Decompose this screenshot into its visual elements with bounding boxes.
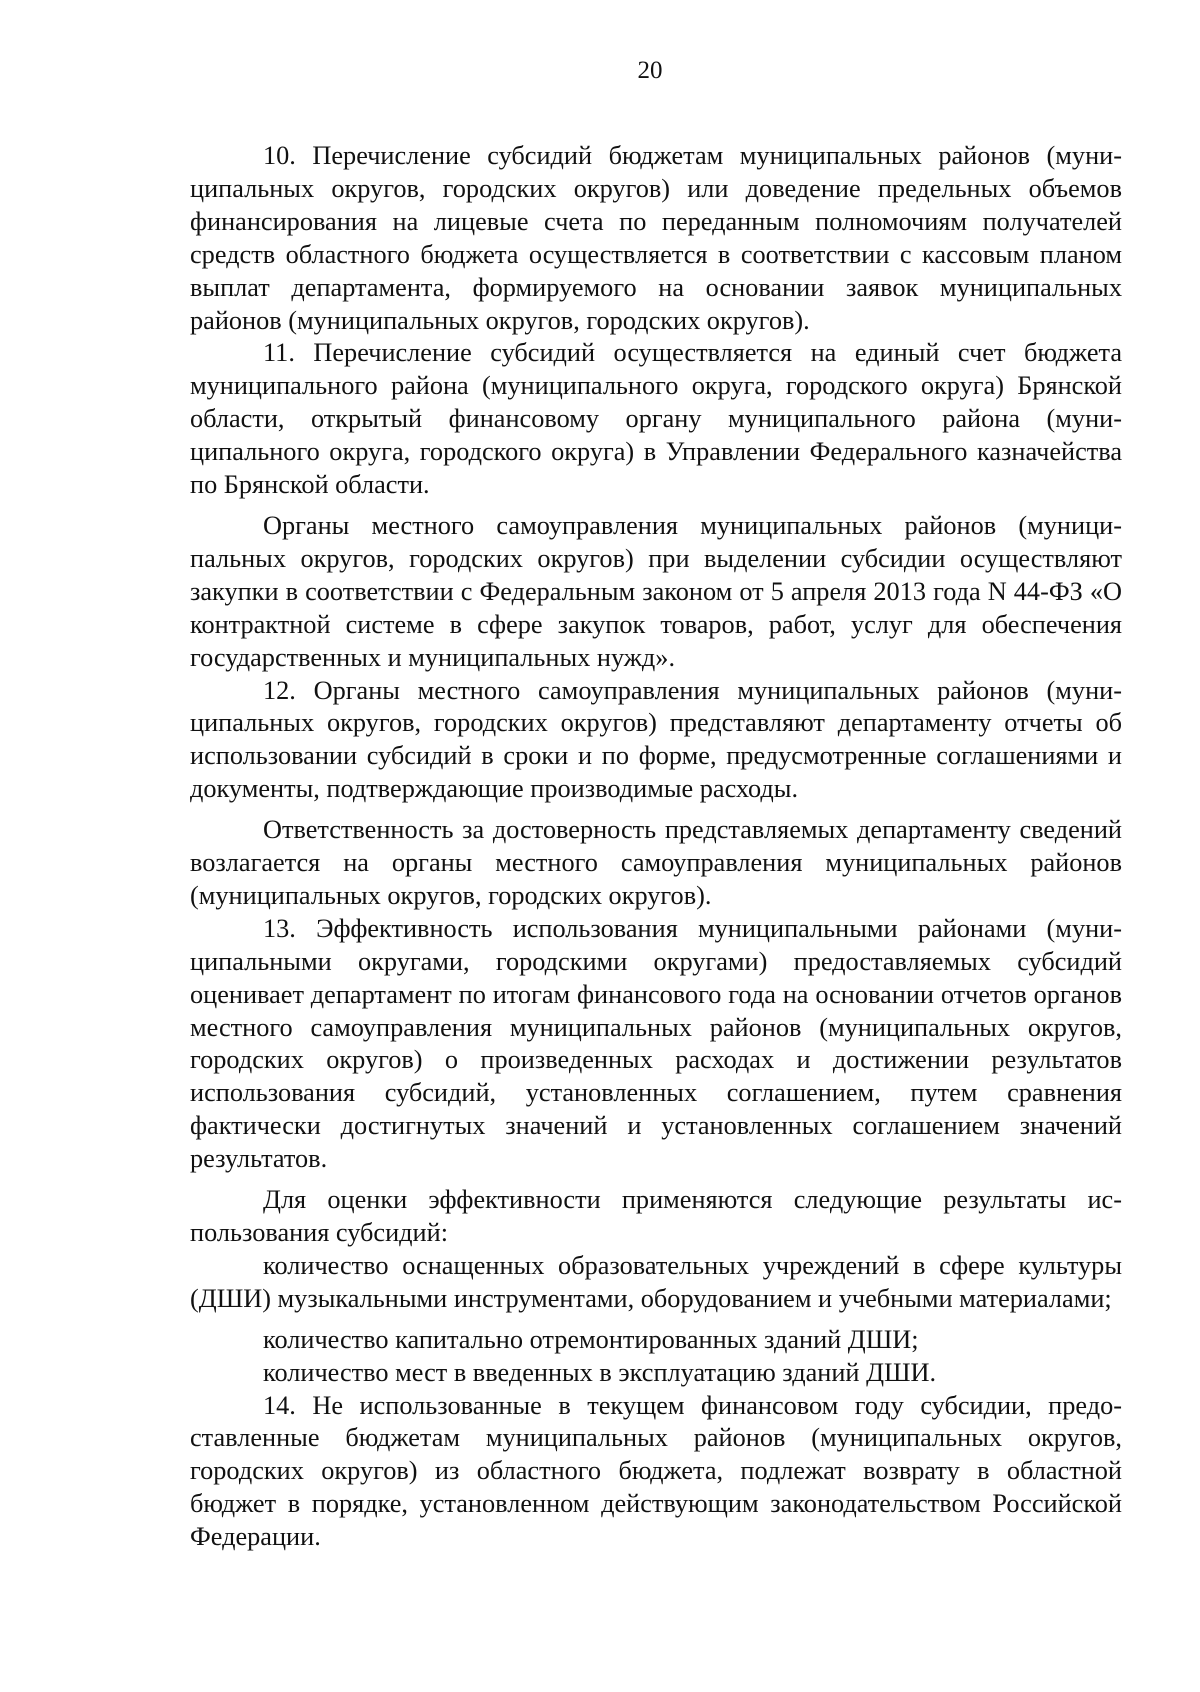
paragraph-evaluation-results: Для оценки эффективности применяются следующие результаты использования субсидий:	[190, 1185, 1122, 1247]
list-item-equipped-institutions: количество оснащенных образовательных учреждений в сфере культуры (ДШИ) музыкальными инструментами, оборудованием и учебными материалами;	[190, 1250, 1122, 1313]
paragraph-12-reports: 12. Органы местного самоуправления муниципальных районов (муниципальных округов, городских округов) представляют департаменту отчеты об использовании субсидий в сроки и по форме, предусмотренные соглашениями и документы, подтверждающие производимые расходы.	[190, 675, 1122, 804]
page-number: 20	[637, 57, 663, 84]
paragraph-14-unused-subsidies: 14. Не использованные в текущем финансовом году субсидии, предоставленные бюджетам муниципальных районов (муниципальных округов, городских округов) из областного бюджета, подлежат возврату в областной бюджет в порядке, установленном действующим законодательством Российской Федерации.	[190, 1390, 1122, 1552]
document-body	[190, 140, 1122, 1554]
paragraph-11-single-account: 11. Перечисление субсидий осуществляется на единый счет бюджета муниципального района (муниципального округа, городского округа) Брянской области, открытый финансовому органу муниципального района (муниципального округа, городского округа) в Управлении Федерального казначейства по Брянской области.	[190, 338, 1122, 500]
paragraph-procurement: Органы местного самоуправления муниципальных районов (муниципальных округов, городских округов) при выделении субсидии осуществляют закупки в соответствии с Федеральным законом от 5 апреля 2013 года N 44-ФЗ «О контрактной системе в сфере закупок товаров, работ, услуг для обеспечения государственных и муниципальных нужд».	[190, 510, 1122, 672]
list-item-renovated-buildings: количество капитально отремонтированных зданий ДШИ;	[263, 1324, 919, 1354]
paragraph-responsibility: Ответственность за достоверность представляемых департаменту сведений возлагается на органы местного самоуправления муниципальных районов (муниципальных округов, городских округов).	[190, 815, 1122, 910]
paragraph-10-transfer: 10. Перечисление субсидий бюджетам муниципальных районов (муниципальных округов, городских округов) или доведение предельных объемов финансирования на лицевые счета по переданным полномочиям получателей средств областного бюджета осуществляется в соответствии с кассовым планом выплат департамента, формируемого на основании заявок муниципальных районов (муниципальных округов, городских округов).	[190, 141, 1122, 335]
paragraph-13-efficiency: 13. Эффективность использования муниципальными районами (муниципальными округами, городскими округами) предоставляемых субсидий оценивает департамент по итогам финансового года на основании отчетов органов местного самоуправления муниципальных районов (муниципальных округов, городских округов) о произведенных расходах и достижении результатов использования субсидий, установленных соглашением, путем сравнения фактически достигнутых значений и установленных соглашением значений результатов.	[190, 913, 1122, 1174]
list-item-new-places: количество мест в введенных в эксплуатацию зданий ДШИ.	[263, 1357, 937, 1387]
